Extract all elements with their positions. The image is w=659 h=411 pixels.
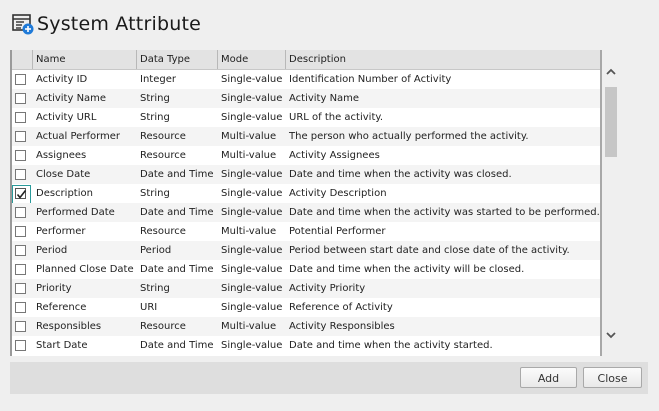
table-row[interactable] — [12, 165, 600, 184]
column-header-mode[interactable]: Mode — [218, 50, 286, 69]
cell-mode: Multi-value — [221, 226, 277, 237]
cell-description: Activity Responsibles — [289, 321, 395, 332]
cell-description: Potential Performer — [289, 226, 386, 237]
cell-name: Close Date — [36, 169, 91, 180]
cell-data-type: Resource — [140, 226, 186, 237]
cell-description: The person who actually performed the activity. — [289, 131, 529, 142]
row-checkbox[interactable] — [15, 264, 26, 275]
table-row[interactable] — [12, 108, 600, 127]
attribute-table — [10, 50, 620, 356]
table-row[interactable] — [12, 241, 600, 260]
cell-data-type: Date and Time — [140, 340, 214, 351]
row-select-cell — [12, 317, 33, 336]
table-row[interactable] — [12, 127, 600, 146]
cell-name: Performer — [36, 226, 86, 237]
table-header — [12, 50, 600, 70]
cell-description: Date and time when the activity was started to be performed. — [289, 207, 600, 218]
cell-name: Responsibles — [36, 321, 102, 332]
cell-mode: Single-value — [221, 188, 283, 199]
cell-mode: Single-value — [221, 340, 283, 351]
row-select-cell — [12, 241, 33, 260]
cell-mode: Single-value — [221, 169, 283, 180]
scroll-up-button[interactable] — [602, 62, 620, 80]
attribute-grid — [12, 50, 602, 356]
add-button[interactable]: Add — [520, 367, 577, 388]
column-header-select[interactable] — [12, 50, 33, 69]
cell-data-type: Resource — [140, 131, 186, 142]
row-select-cell — [12, 336, 33, 355]
column-header-name[interactable]: Name — [33, 50, 137, 69]
cell-name: Priority — [36, 283, 72, 294]
cell-description: Activity Description — [289, 188, 387, 199]
cell-data-type: String — [140, 283, 170, 294]
row-select-cell — [12, 165, 33, 184]
cell-name: Description — [36, 188, 93, 199]
row-select-cell — [12, 298, 33, 317]
cell-data-type: Date and Time — [140, 207, 214, 218]
table-row[interactable] — [12, 70, 600, 89]
row-select-cell — [12, 222, 33, 241]
row-select-cell — [12, 108, 33, 127]
row-checkbox[interactable] — [15, 131, 26, 142]
row-select-cell — [12, 279, 33, 298]
cell-mode: Multi-value — [221, 321, 277, 332]
close-button[interactable]: Close — [583, 367, 642, 388]
checkmark-icon — [16, 189, 27, 200]
table-row[interactable] — [12, 146, 600, 165]
row-checkbox[interactable] — [15, 112, 26, 123]
cell-name: Start Date — [36, 340, 88, 351]
row-select-cell — [12, 146, 33, 165]
row-select-cell — [12, 184, 33, 203]
row-select-cell — [12, 260, 33, 279]
cell-description: Date and time when the activity will be closed. — [289, 264, 525, 275]
cell-description: Date and time when the activity was closed. — [289, 169, 512, 180]
cell-data-type: String — [140, 188, 170, 199]
cell-data-type: Resource — [140, 150, 186, 161]
cell-name: Performed Date — [36, 207, 115, 218]
cell-mode: Single-value — [221, 283, 283, 294]
cell-mode: Single-value — [221, 264, 283, 275]
column-header-description[interactable]: Description — [289, 54, 346, 65]
cell-description: Date and time when the activity started. — [289, 340, 493, 351]
row-checkbox[interactable] — [15, 321, 26, 332]
table-row[interactable] — [12, 184, 600, 203]
row-checkbox[interactable] — [15, 93, 26, 104]
attribute-add-icon — [12, 13, 34, 35]
cell-description: Period between start date and close date of the activity. — [289, 245, 570, 256]
cell-mode: Single-value — [221, 302, 283, 313]
scroll-thumb[interactable] — [605, 87, 617, 157]
cell-name: Assignees — [36, 150, 87, 161]
table-row[interactable] — [12, 317, 600, 336]
cell-data-type: Resource — [140, 321, 186, 332]
cell-mode: Multi-value — [221, 150, 277, 161]
cell-name: Period — [36, 245, 68, 256]
cell-data-type: Integer — [140, 74, 176, 85]
row-select-cell — [12, 70, 33, 89]
dialog-title: System Attribute — [37, 13, 201, 35]
cell-mode: Single-value — [221, 93, 283, 104]
cell-description: Activity Priority — [289, 283, 366, 294]
row-checkbox[interactable] — [15, 169, 26, 180]
table-row[interactable] — [12, 260, 600, 279]
cell-description: URL of the activity. — [289, 112, 384, 123]
table-row[interactable] — [12, 336, 600, 355]
cell-data-type: String — [140, 112, 170, 123]
row-select-cell — [12, 89, 33, 108]
chevron-up-icon — [606, 68, 616, 75]
cell-name: Reference — [36, 302, 87, 313]
row-checkbox[interactable] — [15, 207, 26, 218]
dialog-footer — [10, 362, 648, 394]
row-checkbox[interactable] — [15, 226, 26, 237]
row-checkbox[interactable] — [15, 150, 26, 161]
cell-description: Activity Name — [289, 93, 360, 104]
cell-data-type: String — [140, 93, 170, 104]
cell-description: Reference of Activity — [289, 302, 393, 313]
table-body — [12, 70, 600, 355]
cell-description: Activity Assignees — [289, 150, 380, 161]
dialog-title-bar — [12, 10, 201, 38]
table-row[interactable] — [12, 89, 600, 108]
column-header-data-type[interactable]: Data Type — [137, 50, 218, 69]
row-checkbox[interactable] — [15, 283, 26, 294]
table-row[interactable] — [12, 203, 600, 222]
cell-mode: Single-value — [221, 74, 283, 85]
row-select-cell — [12, 127, 33, 146]
row-checkbox[interactable] — [15, 302, 26, 313]
row-checkbox[interactable] — [15, 340, 26, 351]
cell-data-type: Period — [140, 245, 172, 256]
cell-name: Activity URL — [36, 112, 97, 123]
row-select-cell — [12, 203, 33, 222]
cell-name: Activity Name — [36, 93, 107, 104]
table-row[interactable] — [12, 279, 600, 298]
cell-mode: Single-value — [221, 112, 283, 123]
row-checkbox[interactable] — [15, 245, 26, 256]
table-row[interactable] — [12, 298, 600, 317]
cell-name: Actual Performer — [36, 131, 121, 142]
cell-mode: Single-value — [221, 245, 283, 256]
cell-mode: Multi-value — [221, 131, 277, 142]
cell-name: Planned Close Date — [36, 264, 134, 275]
row-checkbox[interactable] — [15, 188, 26, 199]
table-row[interactable] — [12, 222, 600, 241]
row-checkbox[interactable] — [15, 74, 26, 85]
cell-data-type: URI — [140, 302, 158, 313]
vertical-scrollbar[interactable] — [602, 50, 620, 356]
cell-name: Activity ID — [36, 74, 88, 85]
chevron-down-icon — [606, 332, 616, 339]
cell-data-type: Date and Time — [140, 169, 214, 180]
scroll-down-button[interactable] — [602, 326, 620, 344]
cell-description: Identification Number of Activity — [289, 74, 452, 85]
cell-data-type: Date and Time — [140, 264, 214, 275]
cell-mode: Single-value — [221, 207, 283, 218]
